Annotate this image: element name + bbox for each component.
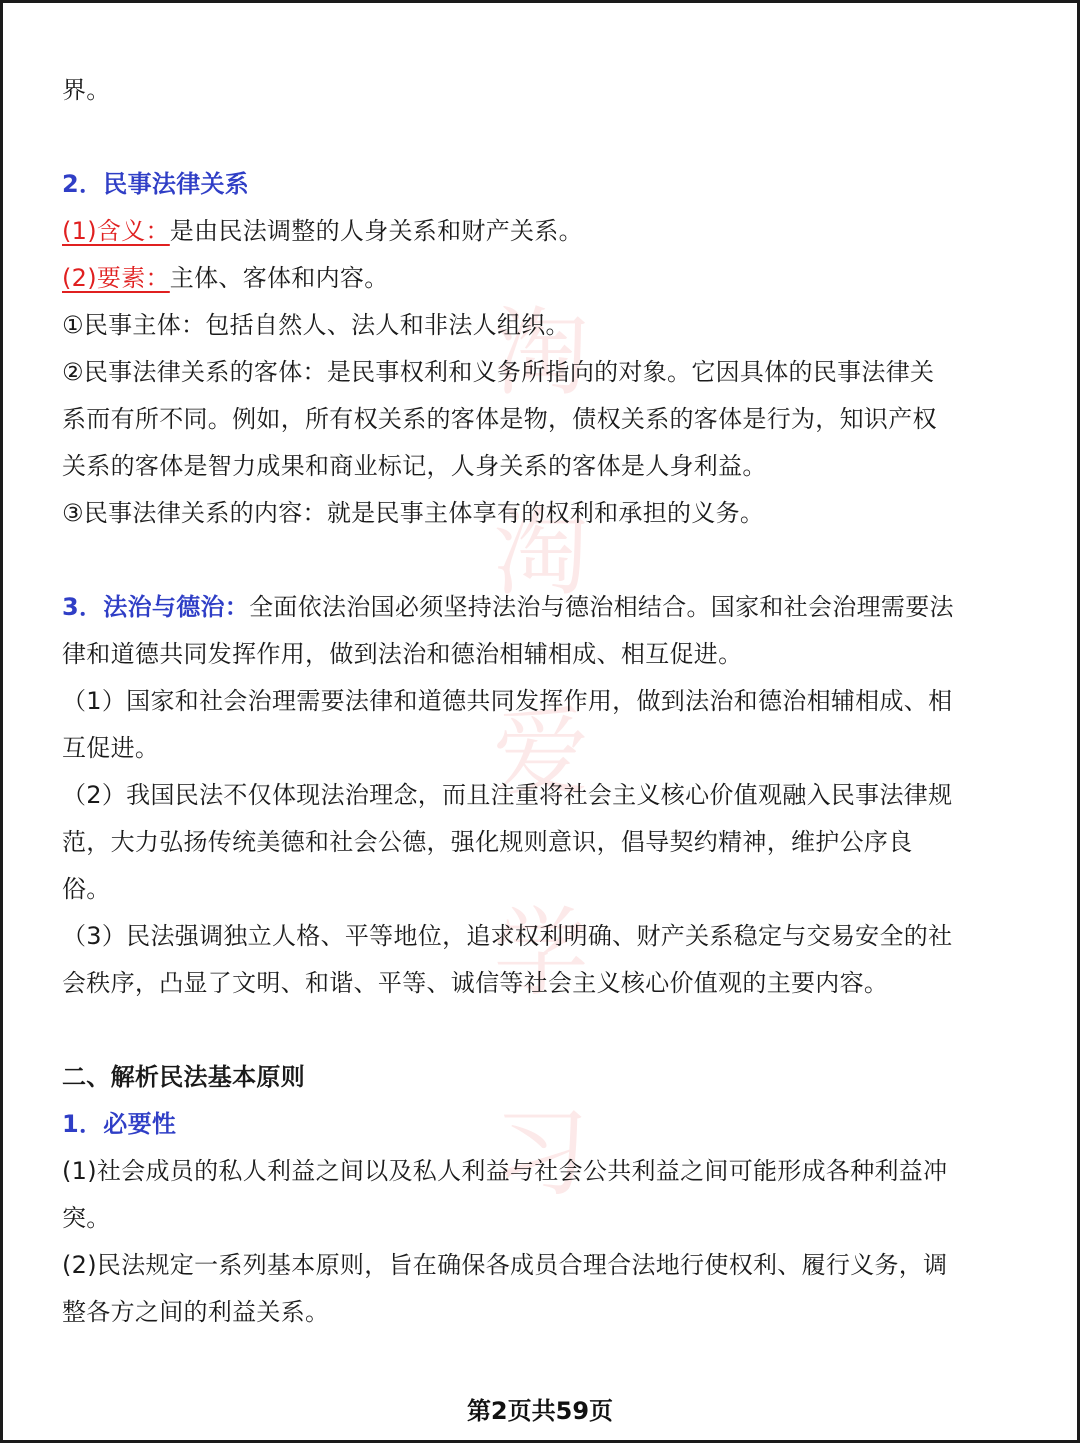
- watermark-char: 爱: [493, 697, 589, 809]
- principles-line: (1)社会成员的私人利益之间以及私人利益与社会公共利益之间可能形成各种利益冲: [62, 1157, 948, 1185]
- principles-line: (2)民法规定一系列基本原则，旨在确保各成员合理合法地行使权利、履行义务，调: [62, 1251, 948, 1279]
- rule-lead-text: 全面依法治国必须坚持法治与德治相结合。国家和社会治理需要法: [249, 593, 954, 621]
- section-title-principles: 二、解析民法基本原则: [62, 1063, 305, 1091]
- relation-item: ②民事法律关系的客体：是民事权利和义务所指向的对象。它因具体的民事法律关: [62, 358, 935, 386]
- rule-line: （1）国家和社会治理需要法律和道德共同发挥作用，做到法治和德治相辅相成、相: [62, 687, 953, 715]
- intro-line: 界。: [62, 76, 111, 104]
- elements-text: 主体、客体和内容。: [169, 264, 389, 292]
- meaning-line: [62, 208, 1022, 255]
- relation-item: 关系的客体是智力成果和商业标记，人身关系的客体是人身利益。: [62, 452, 767, 480]
- rule-line: （2）我国民法不仅体现法治理念，而且注重将社会主义核心价值观融入民事法律规: [62, 781, 953, 809]
- section-heading-relation: 2．民事法律关系: [62, 170, 250, 198]
- rule-line: 律和道德共同发挥作用，做到法治和德治相辅相成、相互促进。: [62, 640, 743, 668]
- rule-line: 会秩序，凸显了文明、和谐、平等、诚信等社会主义核心价值观的主要内容。: [62, 969, 889, 997]
- rule-line: 互促进。: [62, 734, 160, 762]
- principles-line: 整各方之间的利益关系。: [62, 1298, 330, 1326]
- principles-line: 突。: [62, 1204, 111, 1232]
- watermark-char: 习: [493, 1097, 589, 1209]
- relation-item: ③民事法律关系的内容：就是民事主体享有的权利和承担的义务。: [62, 499, 765, 527]
- relation-item: 系而有所不同。例如，所有权关系的客体是物，债权关系的客体是行为，知识产权: [62, 405, 937, 433]
- rule-lead-line: [62, 584, 1022, 631]
- page-number: 第2页共59页: [466, 1397, 614, 1425]
- watermark-char: 淘: [493, 297, 589, 409]
- meaning-text: 是由民法调整的人身关系和财产关系。: [169, 217, 583, 245]
- watermark-char: 学: [493, 897, 589, 1009]
- meaning-label: (1)含义：: [62, 217, 170, 245]
- document-content: [62, 67, 1022, 1336]
- rule-line: 俗。: [62, 875, 111, 903]
- elements-line: [62, 255, 1022, 302]
- section-heading-necessity: 1．必要性: [62, 1110, 177, 1138]
- rule-line: 范，大力弘扬传统美德和社会公德，强化规则意识，倡导契约精神，维护公序良: [62, 828, 913, 856]
- section-heading-rule: 3．法治与德治：: [62, 593, 250, 621]
- rule-line: （3）民法强调独立人格、平等地位，追求权利明确、财产关系稳定与交易安全的社: [62, 922, 953, 950]
- elements-label: (2)要素：: [62, 264, 170, 292]
- watermark-char: 淘: [493, 497, 589, 609]
- relation-item: ①民事主体：包括自然人、法人和非法人组织。: [62, 311, 570, 339]
